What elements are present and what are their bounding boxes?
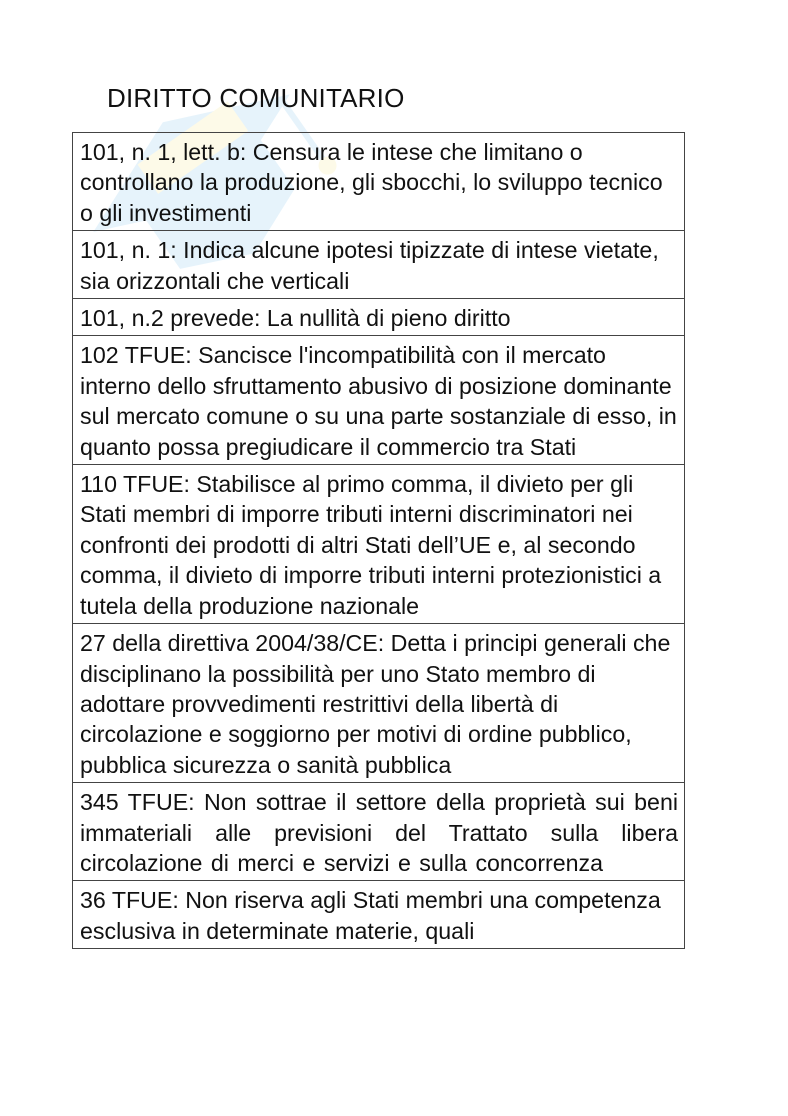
table-cell bbox=[73, 299, 685, 336]
table-row bbox=[73, 336, 685, 465]
table-cell bbox=[73, 133, 685, 231]
cell-text: 101, n.2 prevede: La nullità di pieno diritto bbox=[80, 305, 511, 332]
table-cell bbox=[73, 231, 685, 299]
cell-text: 101, n. 1: Indica alcune ipotesi tipizzate di intese vietate, sia orizzontali che verticali bbox=[80, 237, 659, 294]
table-cell bbox=[73, 783, 685, 881]
table-row bbox=[73, 465, 685, 624]
cell-text: 101, n. 1, lett. b: Censura le intese che limitano o controllano la produzione, gli sbocchi, lo sviluppo tecnico o gli investimenti bbox=[80, 139, 663, 226]
table-cell bbox=[73, 881, 685, 949]
cell-text: 345 TFUE: Non sottrae il settore della proprietà sui beni immateriali alle previsioni del Trattato sulla libera circolazione di merci e servizi e sulla concorrenza bbox=[80, 789, 678, 876]
page-title: DIRITTO COMUNITARIO bbox=[107, 83, 405, 113]
cell-text: 110 TFUE: Stabilisce al primo comma, il divieto per gli Stati membri di imporre tributi interni discriminatori nei confronti dei prodotti di altri Stati dell’UE e, al secondo comma, il divieto di imporre tributi interni protezionistici a tutela della produzione nazionale bbox=[80, 471, 662, 619]
table-row bbox=[73, 624, 685, 783]
table-row bbox=[73, 133, 685, 231]
table-cell bbox=[73, 624, 685, 783]
cell-text: 102 TFUE: Sancisce l'incompatibilità con il mercato interno dello sfruttamento abusivo di posizione dominante sul mercato comune o su una parte sostanziale di esso, in quanto possa pregiudicare il commercio tra Stati bbox=[80, 342, 677, 460]
notes-table bbox=[72, 132, 685, 949]
table-cell bbox=[73, 336, 685, 465]
table-cell bbox=[73, 465, 685, 624]
table-row bbox=[73, 783, 685, 881]
table-row bbox=[73, 231, 685, 299]
cell-text: 27 della direttiva 2004/38/CE: Detta i principi generali che disciplinano la possibilità per uno Stato membro di adottare provvedimenti restrittivi della libertà di circolazione e soggiorno per motivi di ordine pubblico, pubblica sicurezza o sanità pubblica bbox=[80, 630, 671, 778]
table-row bbox=[73, 299, 685, 336]
cell-text: 36 TFUE: Non riserva agli Stati membri una competenza esclusiva in determinate materie, quali bbox=[80, 887, 661, 944]
table-row bbox=[73, 881, 685, 949]
